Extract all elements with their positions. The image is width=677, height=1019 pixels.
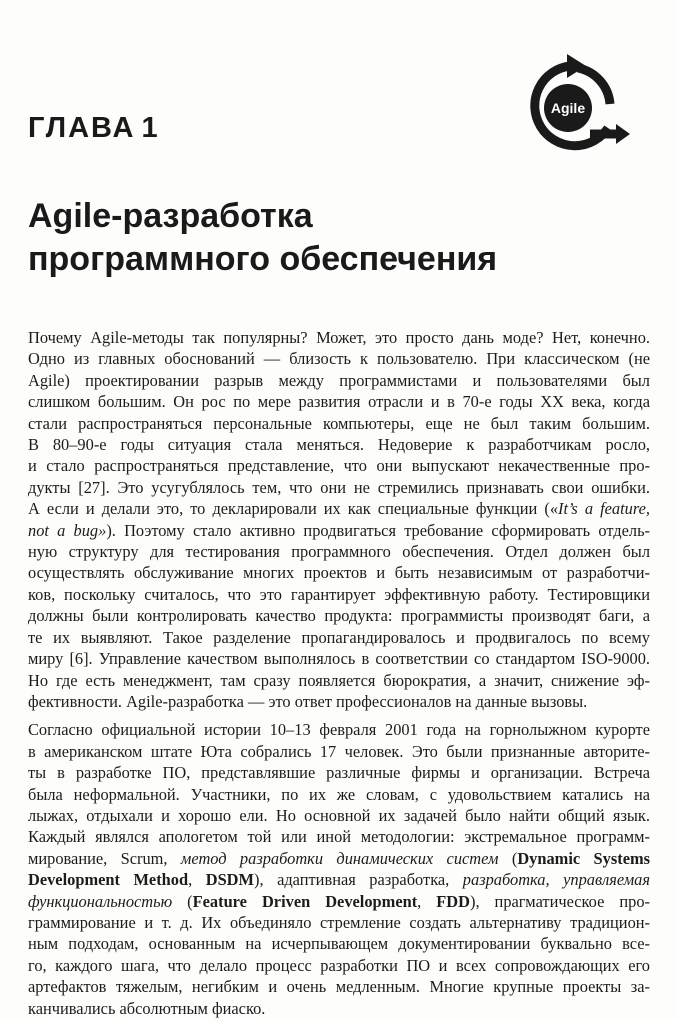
paragraph-1 <box>28 327 650 712</box>
text-run: ( <box>172 891 193 911</box>
text-run: ), адаптивная разработка, <box>254 870 463 890</box>
paragraph-2 <box>28 719 650 1019</box>
text-line: слишком большим. Он рос по мере развития отрасли и в 70-е годы XX века, когда <box>28 392 650 412</box>
italic-term: метод разработки динамических систем <box>180 848 499 868</box>
bold-term: FDD <box>436 891 470 911</box>
text-line <box>28 848 650 869</box>
text-line: го, каждого шага, что делало процесс разработки ПО и всех сопровождающих его <box>28 955 650 975</box>
chapter-heading <box>28 112 158 145</box>
text-line: должны были контролировать качество продукта: программисты производят баги, а <box>28 606 650 626</box>
bold-term: Dynamic Systems <box>517 848 651 868</box>
title-line-1: Agile-разработка <box>28 197 313 235</box>
bold-term: Development Method <box>28 870 189 890</box>
text-line: осуществлять обслуживание многих проектов и быть независимым от разработчи- <box>28 563 650 583</box>
italic-term: функциональностью <box>28 891 173 911</box>
text-line: миру [6]. Управление качеством выполнялось в соответствии со стандартом ISO-9000. <box>28 649 650 669</box>
title-line-2: программного обеспечения <box>28 240 498 278</box>
text-line: дукты [27]. Это усугублялось тем, что они не стремились признавать свои ошибки. <box>28 477 650 497</box>
text-line: стали распространяться персональные компьютеры, еще не был таким большим. <box>28 413 650 433</box>
text-run: мирование, Scrum, <box>28 848 181 868</box>
italic-quote: not a bug» <box>28 520 107 540</box>
text-line: Одно из главных обоснований — близость к пользователю. При классическом (не <box>28 349 650 369</box>
text-line <box>28 891 650 912</box>
text-line: Почему Agile-методы так популярны? Может, это просто дань моде? Нет, конечно. <box>28 328 650 347</box>
text-line: граммирование и т. д. Их объединяло стремление создать альтернативу традицион- <box>28 912 650 932</box>
text-run: , <box>188 870 206 890</box>
text-line: В 80–90-е годы ситуация стала меняться. Недоверие к разработчикам росло, <box>28 435 650 455</box>
italic-term: разработка, управляемая <box>462 870 650 890</box>
text-line: канчивались абсолютным фиаско. <box>28 998 266 1018</box>
text-line: в американском штате Юта собрались 17 человек. Это были признанные авторите- <box>28 741 650 761</box>
text-line: Каждый являлся апологетом той или иной методологии: экстремальное программ- <box>28 827 650 847</box>
text-line: ную структуру для тестирования программного обеспечения. Отдел должен был <box>28 542 650 562</box>
text-line: фективности. Agile-разработка — это ответ профессионалов на данные вызовы. <box>28 691 588 711</box>
chapter-label: ГЛАВА <box>28 112 136 144</box>
text-line: лыжах, отдыхали и хорошо ели. Но основной их задачей было найти общий язык. <box>28 805 650 825</box>
bold-term: Feature Driven Development <box>192 891 418 911</box>
italic-quote: It’s a feature, <box>558 499 650 519</box>
text-run: , <box>417 891 437 911</box>
text-line <box>28 520 650 541</box>
body-text <box>28 327 650 1019</box>
text-run: ), прагматическое про- <box>469 891 650 911</box>
text-line <box>28 869 650 890</box>
text-line: ков, поскольку считалось, что это гарантирует эффективную работу. Тестировщики <box>28 584 650 604</box>
text-line: ты в разработке ПО, представлявшие различные фирмы и организации. Встреча <box>28 763 650 783</box>
text-run: ). Поэтому стало активно продвигаться требование сформировать отдель- <box>106 520 651 540</box>
text-line: и стало распространяться представление, что они выпускают некачественные про- <box>28 456 650 476</box>
text-run: А если и делали это, то декларировали их как специальные функции (« <box>28 499 559 519</box>
text-line: Но где есть менеджмент, там сразу появляется бюрократия, а значит, снижение эф- <box>28 670 650 690</box>
text-line: была неформальной. Участники, по их же словам, с удовольствием катались на <box>28 784 650 804</box>
text-run: ( <box>498 848 518 868</box>
text-line <box>28 498 650 519</box>
agile-cycle-icon <box>510 52 630 162</box>
page-title <box>28 195 648 281</box>
logo-text: Agile <box>550 100 586 116</box>
text-line: те их выявляют. Такое разделение пропагандировалось и продвигалось по всему <box>28 627 650 647</box>
text-line: Согласно официальной истории 10–13 февраля 2001 года на горнолыжном курорте <box>28 720 650 740</box>
text-line: ным подходам, основанным на исчерпывающем документировании буквально все- <box>28 934 650 954</box>
text-line: Agile) проектировании разрыв между программистами и пользователями был <box>28 370 650 390</box>
chapter-number: 1 <box>141 112 158 144</box>
bold-term: DSDM <box>205 870 254 890</box>
text-line: артефактов тяжелым, негибким и очень медленным. Многие крупные проекты за- <box>28 977 650 997</box>
